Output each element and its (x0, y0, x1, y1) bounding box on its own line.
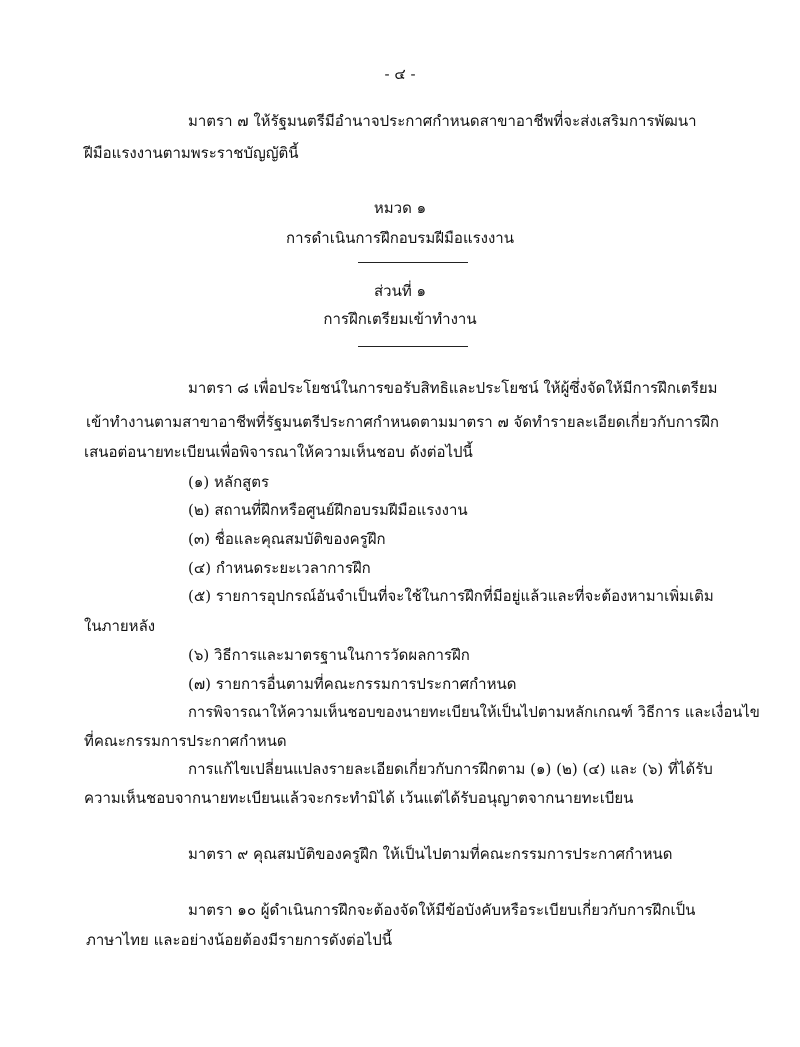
part-subtitle: การฝึกเตรียมเข้าทำงาน (323, 310, 477, 328)
section-8-line-2: เข้าทำงานตามสาขาอาชีพที่รัฐมนตรีประกาศกำหนดตามมาตรา ๗ จัดทำรายละเอียดเกี่ยวกับการฝึก (86, 413, 720, 431)
section-8-line-3: เสนอต่อนายทะเบียนเพื่อพิจารณาให้ความเห็นชอบ ดังต่อไปนี้ (84, 443, 473, 461)
section-8-line-1: มาตรา ๘ เพื่อประโยชน์ในการขอรับสิทธิและประโยชน์ ให้ผู้ซึ่งจัดให้มีการฝึกเตรียม (188, 379, 718, 397)
section-8-item-2: (๒) สถานที่ฝึกหรือศูนย์ฝึกอบรมฝีมือแรงงาน (188, 501, 468, 519)
section-8-item-5-continued: ในภายหลัง (84, 617, 156, 635)
section-7-line-1: มาตรา ๗ ให้รัฐมนตรีมีอำนาจประกาศกำหนดสาขาอาชีพที่จะส่งเสริมการพัฒนา (188, 112, 697, 130)
section-10-line-2: ภาษาไทย และอย่างน้อยต้องมีรายการดังต่อไปนี้ (86, 931, 393, 949)
section-9-line-1: มาตรา ๙ คุณสมบัติของครูฝึก ให้เป็นไปตามที่คณะกรรมการประกาศกำหนด (188, 845, 673, 863)
section-7-line-2: ฝีมือแรงงานตามพระราชบัญญัตินี้ (84, 144, 299, 162)
section-8-item-1: (๑) หลักสูตร (188, 473, 270, 491)
section-8-item-4: (๔) กำหนดระยะเวลาการฝึก (188, 559, 371, 577)
section-8-para-3-line-2: ความเห็นชอบจากนายทะเบียนแล้วจะกระทำมิได้ เว้นแต่ได้รับอนุญาตจากนายทะเบียน (84, 789, 634, 807)
chapter-divider (358, 262, 468, 263)
section-8-item-3: (๓) ชื่อและคุณสมบัติของครูฝึก (188, 530, 386, 548)
chapter-subtitle: การดำเนินการฝึกอบรมฝีมือแรงงาน (285, 229, 514, 247)
section-8-para-2-line-1: การพิจารณาให้ความเห็นชอบของนายทะเบียนให้เป็นไปตามหลักเกณฑ์ วิธีการ และเงื่อนไข (188, 703, 760, 721)
section-8-para-2-line-2: ที่คณะกรรมการประกาศกำหนด (84, 732, 287, 750)
part-divider (358, 346, 468, 347)
chapter-title: หมวด ๑ (373, 199, 427, 217)
section-8-item-6: (๖) วิธีการและมาตรฐานในการวัดผลการฝึก (188, 646, 470, 664)
section-8-para-3-line-1: การแก้ไขเปลี่ยนแปลงรายละเอียดเกี่ยวกับการฝึกตาม (๑) (๒) (๔) และ (๖) ที่ได้รับ (188, 760, 713, 778)
section-8-item-5: (๕) รายการอุปกรณ์อันจำเป็นที่จะใช้ในการฝึกที่มีอยู่แล้วและที่จะต้องหามาเพิ่มเติม (188, 587, 714, 605)
section-10-line-1: มาตรา ๑๐ ผู้ดำเนินการฝึกจะต้องจัดให้มีข้อบังคับหรือระเบียบเกี่ยวกับการฝึกเป็น (188, 901, 696, 919)
part-title: ส่วนที่ ๑ (373, 282, 426, 300)
section-8-item-7: (๗) รายการอื่นตามที่คณะกรรมการประกาศกำหนด (188, 675, 517, 693)
page-number: - ๔ - (384, 65, 416, 83)
